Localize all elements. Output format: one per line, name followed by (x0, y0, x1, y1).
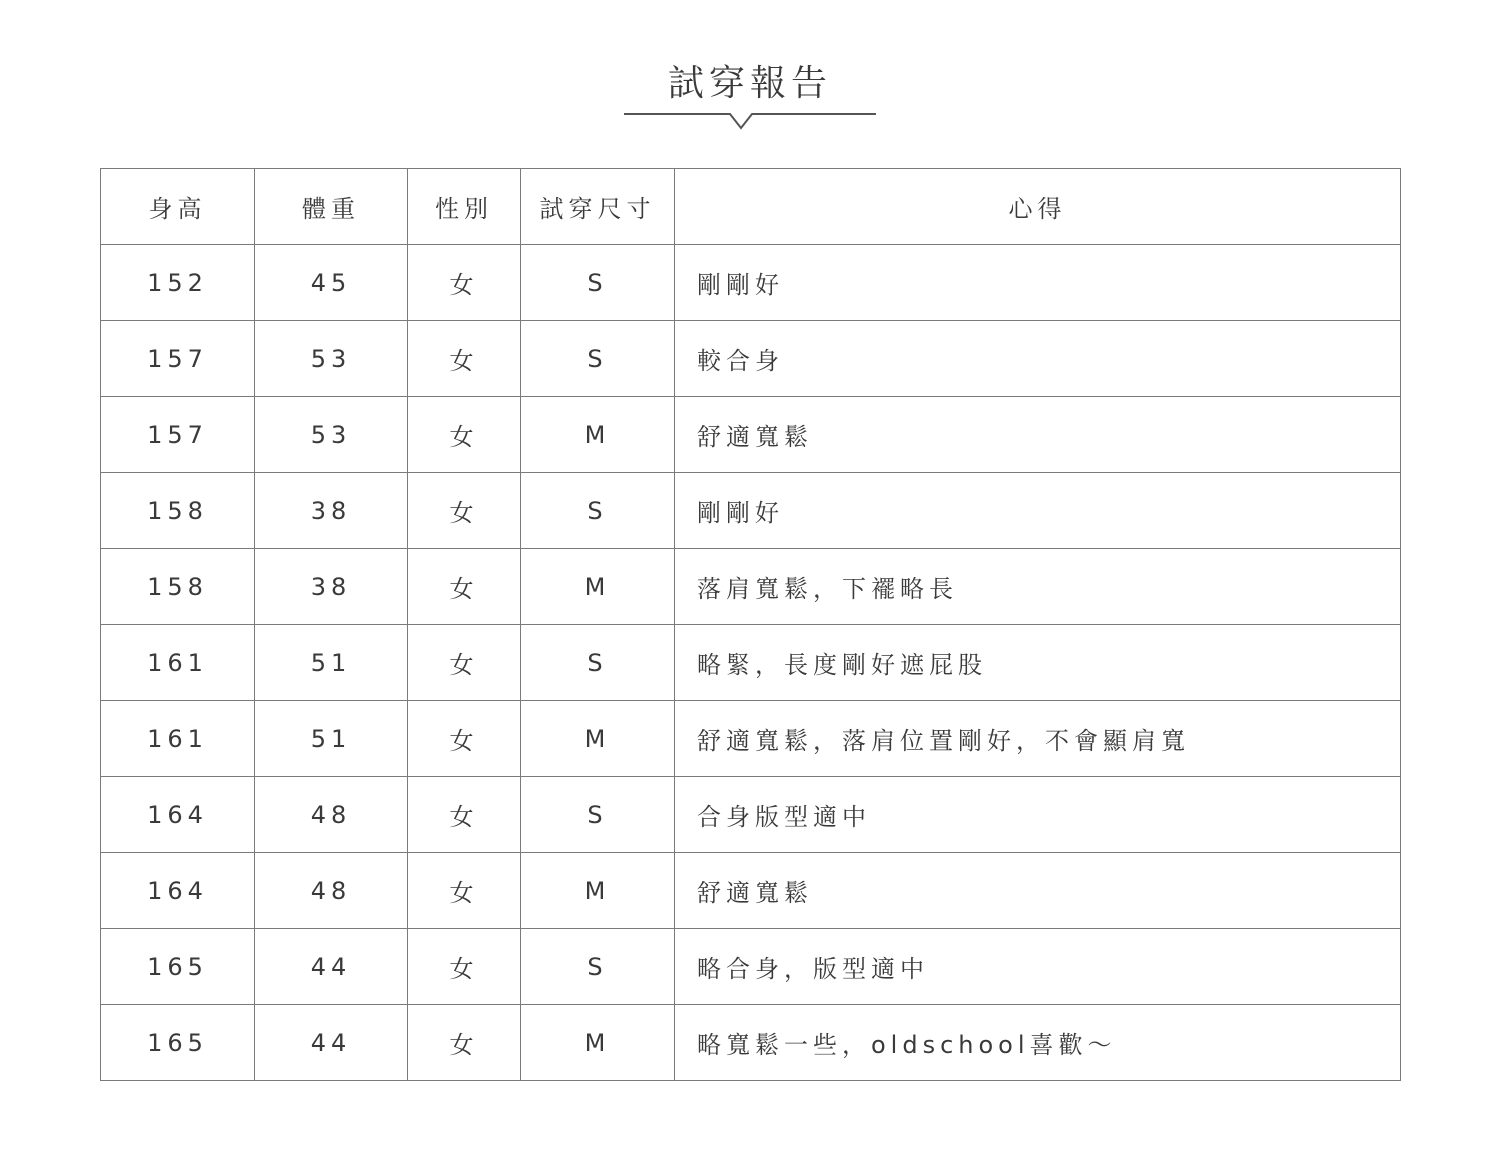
cell-weight: 44 (255, 1005, 408, 1081)
cell-height: 165 (101, 929, 255, 1005)
table-row (101, 929, 1401, 1005)
cell-comment: 略緊，長度剛好遮屁股 (675, 625, 1401, 701)
cell-size: M (521, 701, 675, 777)
cell-gender: 女 (408, 625, 521, 701)
cell-weight: 44 (255, 929, 408, 1005)
cell-height: 161 (101, 701, 255, 777)
cell-height: 157 (101, 321, 255, 397)
cell-size: M (521, 397, 675, 473)
table-row (101, 549, 1401, 625)
cell-size: S (521, 929, 675, 1005)
table-row (101, 321, 1401, 397)
cell-size: M (521, 853, 675, 929)
table-row (101, 701, 1401, 777)
cell-height: 152 (101, 245, 255, 321)
header-size: 試穿尺寸 (521, 169, 675, 245)
cell-size: S (521, 473, 675, 549)
table-row (101, 853, 1401, 929)
cell-weight: 38 (255, 549, 408, 625)
cell-comment: 剛剛好 (675, 245, 1401, 321)
cell-comment: 剛剛好 (675, 473, 1401, 549)
page-title: 試穿報告 (667, 63, 832, 104)
table-row (101, 473, 1401, 549)
cell-height: 161 (101, 625, 255, 701)
cell-gender: 女 (408, 473, 521, 549)
cell-height: 165 (101, 1005, 255, 1081)
cell-size: S (521, 625, 675, 701)
table-row (101, 1005, 1401, 1081)
cell-size: S (521, 245, 675, 321)
cell-gender: 女 (408, 245, 521, 321)
cell-comment: 略合身，版型適中 (675, 929, 1401, 1005)
cell-comment: 舒適寬鬆，落肩位置剛好，不會顯肩寬 (675, 701, 1401, 777)
cell-height: 158 (101, 549, 255, 625)
table-row (101, 397, 1401, 473)
cell-height: 158 (101, 473, 255, 549)
cell-comment: 略寬鬆一些，oldschool喜歡～ (675, 1005, 1401, 1081)
cell-gender: 女 (408, 397, 521, 473)
header-height: 身高 (101, 169, 255, 245)
table-header-row (101, 169, 1401, 245)
cell-weight: 51 (255, 701, 408, 777)
header-weight: 體重 (255, 169, 408, 245)
cell-gender: 女 (408, 929, 521, 1005)
header-gender: 性別 (408, 169, 521, 245)
cell-height: 164 (101, 777, 255, 853)
cell-weight: 38 (255, 473, 408, 549)
cell-size: M (521, 549, 675, 625)
table-row (101, 625, 1401, 701)
cell-size: S (521, 321, 675, 397)
cell-size: M (521, 1005, 675, 1081)
cell-gender: 女 (408, 701, 521, 777)
cell-comment: 舒適寬鬆 (675, 397, 1401, 473)
cell-size: S (521, 777, 675, 853)
cell-weight: 51 (255, 625, 408, 701)
cell-weight: 53 (255, 321, 408, 397)
fitting-report-table (100, 168, 1401, 1081)
cell-height: 164 (101, 853, 255, 929)
title-underline-chevron (600, 108, 900, 138)
cell-weight: 48 (255, 853, 408, 929)
cell-comment: 合身版型適中 (675, 777, 1401, 853)
cell-weight: 53 (255, 397, 408, 473)
cell-height: 157 (101, 397, 255, 473)
cell-weight: 45 (255, 245, 408, 321)
cell-gender: 女 (408, 853, 521, 929)
cell-comment: 較合身 (675, 321, 1401, 397)
table-row (101, 245, 1401, 321)
header-comment: 心得 (675, 169, 1401, 245)
cell-gender: 女 (408, 321, 521, 397)
title-block (600, 58, 900, 138)
cell-weight: 48 (255, 777, 408, 853)
cell-gender: 女 (408, 1005, 521, 1081)
cell-comment: 舒適寬鬆 (675, 853, 1401, 929)
cell-gender: 女 (408, 777, 521, 853)
cell-comment: 落肩寬鬆，下襬略長 (675, 549, 1401, 625)
table-body (101, 245, 1401, 1081)
table-row (101, 777, 1401, 853)
cell-gender: 女 (408, 549, 521, 625)
